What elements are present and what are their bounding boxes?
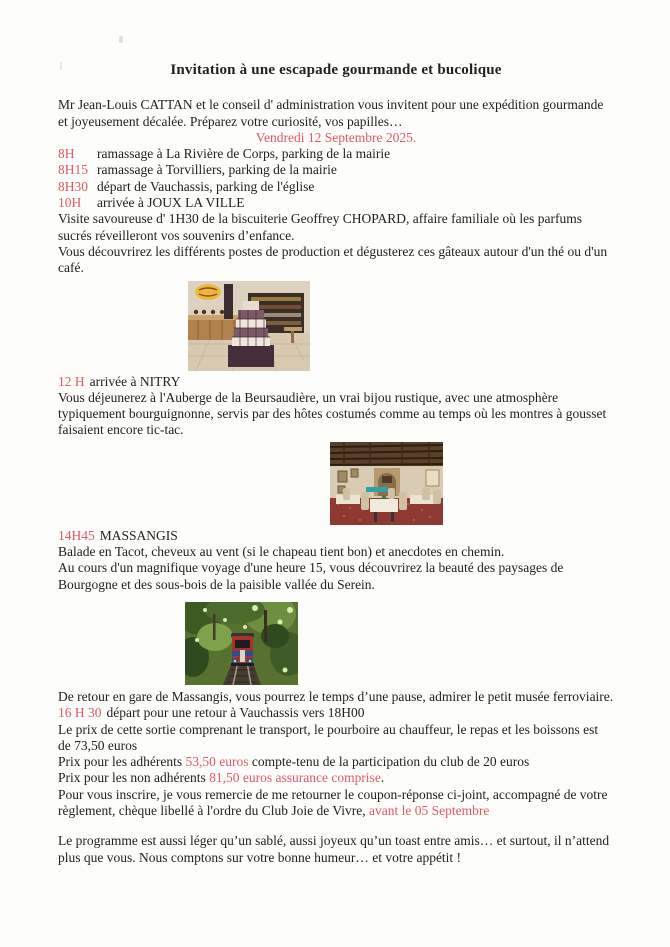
schedule-text: départ de Vauchassis, parking de l'église <box>97 178 315 194</box>
schedule-row <box>58 179 614 195</box>
price-non-members-prefix: Prix pour les non adhérents <box>58 770 210 786</box>
price-members-line <box>58 754 614 770</box>
scan-artifact <box>119 36 123 43</box>
price-non-members-amount: 81,50 euros assurance comprise <box>209 770 381 786</box>
massangis-balade-paragraph: Balade en Tacot, cheveux au vent (si le chapeau tient bon) et anecdotes en chemin. <box>58 544 505 560</box>
nitry-description: Vous déjeunerez à l'Auberge de la Beursaudière, un vrai bijou rustique, avec une atmosphère typiquement bourguignonne, servis par des hôtes costumés comme au temps où les montres à gousset faisaient encore tic-tac. <box>58 389 607 438</box>
closing-paragraph: Le programme est aussi léger qu’un sablé, aussi joyeux qu’un toast entre amis… et surtout, il n’attend plus que vous. Nous comptons sur votre bonne humeur… et votre appétit ! <box>58 833 610 865</box>
schedule-text: ramassage à La Rivière de Corps, parking de la mairie <box>97 146 391 162</box>
schedule-list <box>58 146 614 211</box>
retour-heading <box>58 705 614 721</box>
joux-production-paragraph: Vous découvrirez les différents postes de production et dégusterez ces gâteaux autour d'un thé ou d'un café. <box>58 243 608 276</box>
massangis-heading <box>58 528 614 544</box>
schedule-row <box>58 195 614 211</box>
price-members-suffix: compte-tenu de la participation du club de 20 euros <box>248 754 530 770</box>
event-date: Vendredi 12 Septembre 2025. <box>255 129 417 145</box>
price-non-members-line <box>58 770 614 786</box>
massangis-heading-text: MASSANGIS <box>99 527 178 543</box>
schedule-row <box>58 162 614 178</box>
nitry-heading-text: arrivée à NITRY <box>89 373 181 389</box>
tacot-photo-image <box>185 602 298 685</box>
time-label: 16 H 30 <box>58 705 102 721</box>
time-label: 10H <box>58 195 82 211</box>
joux-visit-paragraph: Visite savoureuse d' 1H30 de la biscuiterie Geoffrey CHOPARD, affaire familiale où les parfums sucrés réveilleront vos souvenirs d’enfance. <box>58 211 582 243</box>
inscription-deadline: avant le 05 Septembre <box>369 803 490 819</box>
schedule-text: arrivée à JOUX LA VILLE <box>97 195 245 211</box>
schedule-text: ramassage à Torvilliers, parking de la mairie <box>97 162 337 178</box>
scan-artifact <box>60 62 62 70</box>
auberge-photo <box>330 442 614 525</box>
price-non-members-suffix: . <box>380 770 385 786</box>
price-members-amount: 53,50 euros <box>185 754 249 770</box>
page-title: Invitation à une escapade gourmande et bucolique <box>170 62 502 78</box>
price-base-paragraph: Le prix de cette sortie comprenant le transport, le pourboire au chauffeur, le repas et les boissons est de 73,50 euros <box>58 721 599 753</box>
retour-paragraph: De retour en gare de Massangis, vous pourrez le temps d’une pause, admirer le petit musée ferroviaire. <box>58 688 614 704</box>
schedule-row <box>58 146 614 162</box>
time-label: 14H45 <box>58 527 95 543</box>
time-label: 8H15 <box>58 162 88 178</box>
time-label: 12 H <box>58 373 85 389</box>
time-label: 8H <box>58 146 75 162</box>
time-label: 8H30 <box>58 178 88 194</box>
auberge-photo-image <box>330 442 443 525</box>
inscription-paragraph <box>58 787 614 820</box>
intro-paragraph: Mr Jean-Louis CATTAN et le conseil d' administration vous invitent pour une expédition gourmande et joyeusement décalée. Préparez votre curiosité, vos papilles… <box>58 97 604 129</box>
biscuiterie-photo-image <box>188 281 310 371</box>
retour-heading-text: départ pour une retour à Vauchassis vers 18H00 <box>106 705 365 721</box>
massangis-voyage-paragraph: Au cours d'un magnifique voyage d'une heure 15, vous découvrirez la beauté des paysages de Bourgogne et des sous-bois de la paisible vallée du Serein. <box>58 560 564 592</box>
inscription-text: Pour vous inscrire, je vous remercie de me retourner le coupon-réponse ci-joint, accompagné de votre règlement, chèque libellé à l'ordre du Club Joie de Vivre, <box>58 786 608 819</box>
nitry-heading <box>58 374 614 390</box>
tacot-photo <box>185 602 614 685</box>
biscuiterie-photo <box>188 281 614 371</box>
price-members-prefix: Prix pour les adhérents <box>58 754 186 770</box>
